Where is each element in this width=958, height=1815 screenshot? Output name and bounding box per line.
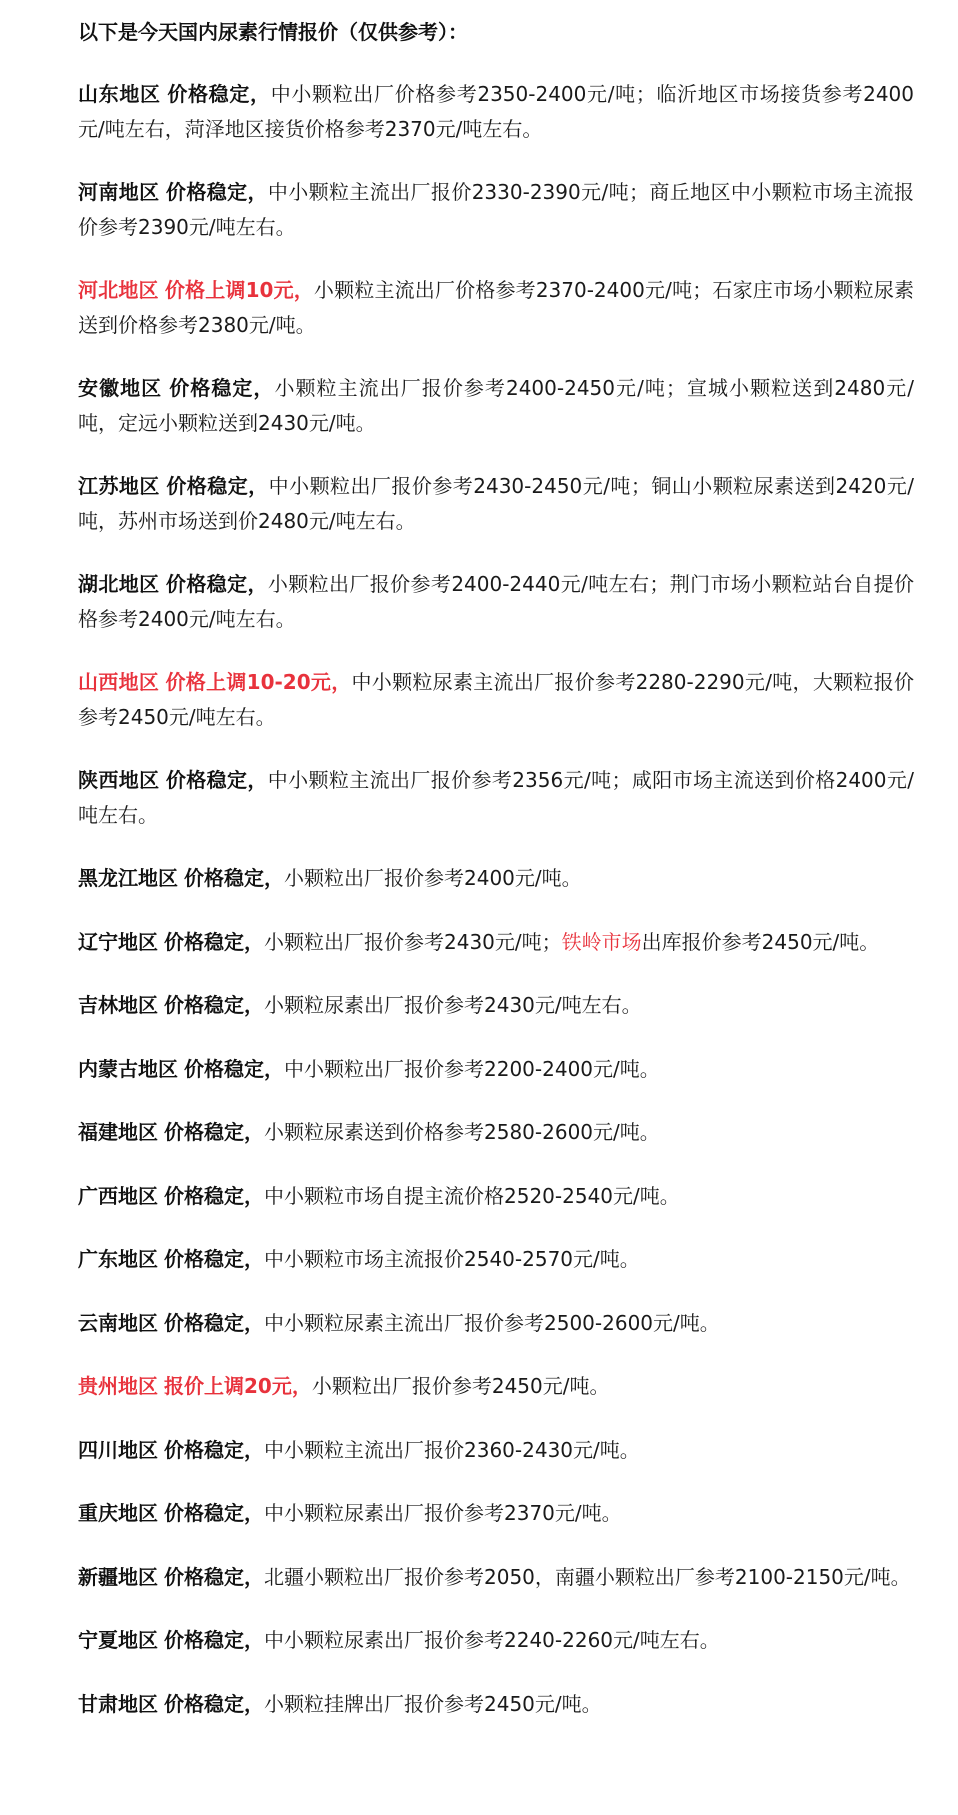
price-status: 价格稳定， <box>166 82 271 106</box>
entry-heading <box>78 376 274 400</box>
entry-shandong <box>78 77 914 146</box>
region-name: 重庆地区 <box>78 1501 158 1525</box>
entry-guangxi <box>78 1179 914 1214</box>
entry-text: 中小颗粒尿素出厂报价参考2370元/吨。 <box>264 1501 622 1525</box>
entry-text: 北疆小颗粒出厂报价参考2050，南疆小颗粒出厂参考2100-2150元/吨。 <box>264 1564 911 1589</box>
price-status: 价格上调10元， <box>164 278 314 302</box>
region-name: 江苏地区 <box>78 474 160 498</box>
entry-heilongjiang <box>78 861 914 896</box>
price-status: 价格稳定， <box>165 180 268 204</box>
region-name: 黑龙江地区 <box>78 866 178 890</box>
price-status: 价格稳定， <box>164 1247 264 1271</box>
entry-heading <box>78 1565 264 1589</box>
entry-hubei <box>78 567 914 636</box>
entry-text: 小颗粒挂牌出厂报价参考2450元/吨。 <box>264 1691 602 1716</box>
region-name: 吉林地区 <box>78 993 158 1017</box>
entry-text: 中小颗粒尿素主流出厂报价参考2500-2600元/吨。 <box>264 1310 720 1335</box>
region-name: 广西地区 <box>78 1183 158 1208</box>
price-status: 价格稳定， <box>164 1183 264 1208</box>
price-status: 价格稳定， <box>164 929 264 954</box>
entry-text: 小颗粒主流出厂报价参考2400-2450元/吨；宣城小颗粒送到2480元/吨，定远小颗粒送到2430元/吨。 <box>78 376 915 435</box>
entry-heading <box>78 1374 312 1398</box>
price-status: 价格稳定， <box>164 993 264 1017</box>
region-name: 安徽地区 <box>78 376 163 400</box>
region-name: 新疆地区 <box>78 1564 158 1589</box>
price-status: 价格稳定， <box>168 376 275 400</box>
entry-heading <box>78 180 268 204</box>
entry-heading <box>78 1120 264 1144</box>
price-status: 价格稳定， <box>164 1691 264 1716</box>
entry-text: 中小颗粒出厂报价参考2430-2450元/吨；铜山小颗粒尿素送到2420元/吨，苏州市场送到价2480元/吨左右。 <box>78 474 915 533</box>
entry-text: 小颗粒出厂报价参考2430元/吨； <box>264 929 562 954</box>
price-status: 价格稳定， <box>164 1564 264 1589</box>
region-name: 内蒙古地区 <box>78 1056 178 1081</box>
entry-yunnan <box>78 1306 914 1341</box>
entry-heading <box>78 82 271 106</box>
entry-text-continued: 出库报价参考2450元/吨。 <box>641 929 880 954</box>
entry-heading <box>78 670 352 694</box>
region-name: 辽宁地区 <box>78 929 158 954</box>
entry-shaanxi <box>78 763 914 832</box>
entry-shanxi <box>78 665 914 734</box>
region-name: 湖北地区 <box>78 572 160 596</box>
entry-liaoning <box>78 925 914 960</box>
region-name: 甘肃地区 <box>78 1691 158 1716</box>
region-name: 宁夏地区 <box>78 1628 158 1652</box>
entry-heading <box>78 1057 284 1081</box>
price-status: 价格稳定， <box>164 1120 264 1144</box>
entry-text: 中小颗粒主流出厂报价2360-2430元/吨。 <box>264 1437 640 1462</box>
region-name: 河北地区 <box>78 278 159 302</box>
entry-jiangsu <box>78 469 914 538</box>
price-status: 价格稳定， <box>165 474 269 498</box>
entry-heading <box>78 993 264 1017</box>
entry-text: 小颗粒出厂报价参考2450元/吨。 <box>311 1374 610 1398</box>
entry-jilin <box>78 988 914 1023</box>
region-name: 云南地区 <box>78 1310 158 1335</box>
entry-xinjiang <box>78 1560 914 1595</box>
entry-text: 中小颗粒主流出厂报价参考2356元/吨；咸阳市场主流送到价格2400元/吨左右。 <box>78 768 914 827</box>
entry-text: 中小颗粒尿素出厂报价参考2240-2260元/吨左右。 <box>264 1628 720 1652</box>
entry-neimenggu <box>78 1052 914 1087</box>
entry-chongqing <box>78 1496 914 1531</box>
entry-heading <box>78 768 268 792</box>
region-name: 四川地区 <box>78 1437 158 1462</box>
price-status: 价格稳定， <box>165 572 268 596</box>
entry-gansu <box>78 1687 914 1722</box>
entry-anhui <box>78 371 914 440</box>
tieling-market-highlight: 铁岭市场 <box>561 929 642 954</box>
entry-guangdong <box>78 1242 914 1277</box>
entry-text: 中小颗粒出厂报价参考2200-2400元/吨。 <box>284 1056 660 1081</box>
entry-text: 中小颗粒市场自提主流价格2520-2540元/吨。 <box>264 1183 680 1208</box>
price-status: 报价上调20元， <box>164 1374 312 1398</box>
entry-heading <box>78 1184 264 1208</box>
entry-text: 中小颗粒主流出厂报价2330-2390元/吨；商丘地区中小颗粒市场主流报价参考2390元/吨左右。 <box>78 180 914 239</box>
entry-text: 小颗粒主流出厂价格参考2370-2400元/吨；石家庄市场小颗粒尿素送到价格参考2380元/吨。 <box>78 278 914 337</box>
entry-text: 小颗粒尿素出厂报价参考2430元/吨左右。 <box>264 993 642 1017</box>
price-status: 价格稳定， <box>164 1310 264 1335</box>
entry-text: 中小颗粒出厂价格参考2350-2400元/吨；临沂地区市场接货参考2400元/吨左右，菏泽地区接货价格参考2370元/吨左右。 <box>78 82 915 141</box>
region-name: 山东地区 <box>78 82 161 106</box>
entry-heading <box>78 572 268 596</box>
entry-heading <box>78 866 284 890</box>
entry-guizhou <box>78 1369 914 1404</box>
entry-sichuan <box>78 1433 914 1468</box>
region-name: 福建地区 <box>78 1120 158 1144</box>
price-status: 价格稳定， <box>165 768 268 792</box>
entry-heading <box>78 1692 264 1716</box>
entry-heading <box>78 1628 264 1652</box>
entry-hebei <box>78 273 914 342</box>
entry-heading <box>78 1501 264 1525</box>
price-status: 价格稳定， <box>184 866 284 890</box>
intro-heading: 以下是今天国内尿素行情报价（仅供参考）： <box>78 20 468 44</box>
entry-heading <box>78 1247 264 1271</box>
entry-text: 中小颗粒尿素主流出厂报价参考2280-2290元/吨，大颗粒报价参考2450元/吨左右。 <box>78 670 914 729</box>
price-status: 价格稳定， <box>184 1056 284 1081</box>
entry-fujian <box>78 1115 914 1150</box>
entry-text: 小颗粒出厂报价参考2400-2440元/吨左右；荆门市场小颗粒站台自提价格参考2400元/吨左右。 <box>78 572 914 631</box>
entry-heading <box>78 278 314 302</box>
entry-text: 中小颗粒市场主流报价2540-2570元/吨。 <box>264 1247 640 1271</box>
price-status: 价格上调10-20元， <box>165 670 352 694</box>
entry-heading <box>78 1311 264 1335</box>
entry-heading <box>78 1438 264 1462</box>
entry-heading <box>78 474 269 498</box>
region-name: 贵州地区 <box>78 1374 158 1398</box>
entry-heading <box>78 930 264 954</box>
entry-text: 小颗粒尿素送到价格参考2580-2600元/吨。 <box>264 1120 660 1144</box>
entry-henan <box>78 175 914 244</box>
price-status: 价格稳定， <box>164 1501 264 1525</box>
price-status: 价格稳定， <box>164 1628 264 1652</box>
region-name: 陕西地区 <box>78 768 160 792</box>
entry-text: 小颗粒出厂报价参考2400元/吨。 <box>284 866 582 890</box>
region-name: 广东地区 <box>78 1247 158 1271</box>
region-name: 河南地区 <box>78 180 160 204</box>
entry-ningxia <box>78 1623 914 1658</box>
region-name: 山西地区 <box>78 670 160 694</box>
price-status: 价格稳定， <box>164 1437 264 1462</box>
